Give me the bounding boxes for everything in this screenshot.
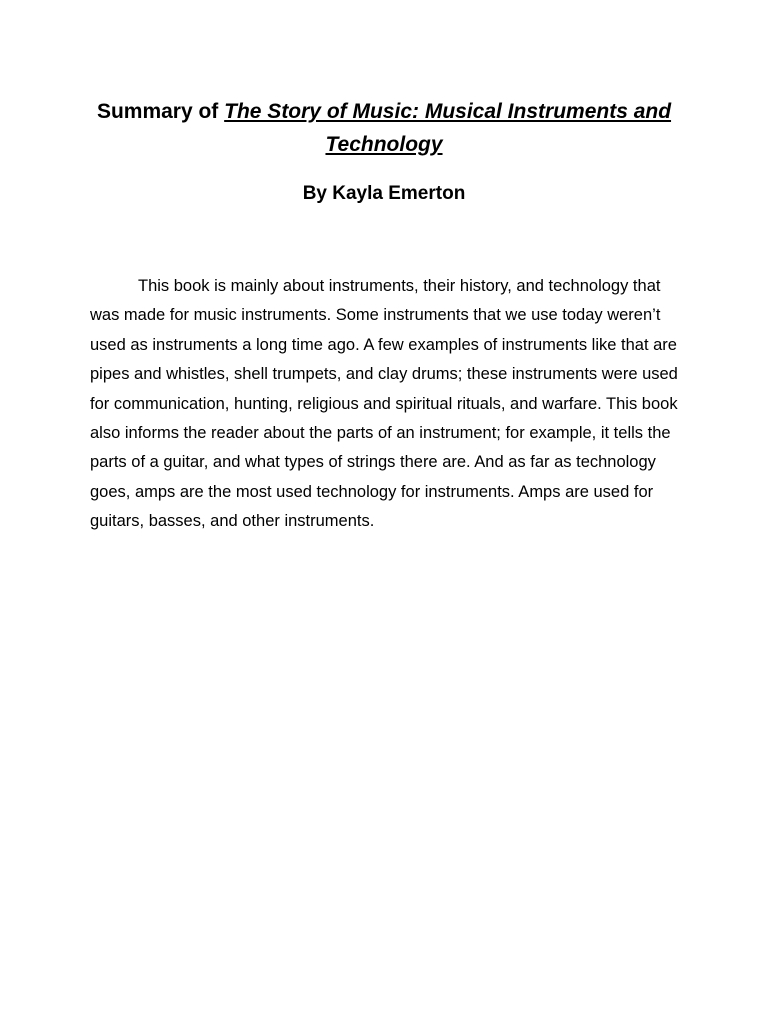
summary-paragraph: This book is mainly about instruments, their history, and technology that was made for music instruments. Some instruments that we use today weren’t used as instruments a long time ago. A few examples of instruments like that are pipes and whistles, shell trumpets, and clay drums; these instruments were used for communication, hunting, religious and spiritual rituals, and warfare. This book also informs the reader about the parts of an instrument; for example, it tells the parts of a guitar, and what types of strings there are. And as far as technology goes, amps are the most used technology for instruments. Amps are used for guitars, basses, and other instruments. [90, 277, 678, 531]
document-title [60, 95, 708, 161]
author-line: By Kayla Emerton [302, 183, 466, 204]
book-title: The Story of Music: Musical Instruments and Technology [224, 100, 672, 156]
title-prefix: Summary of [96, 100, 225, 123]
